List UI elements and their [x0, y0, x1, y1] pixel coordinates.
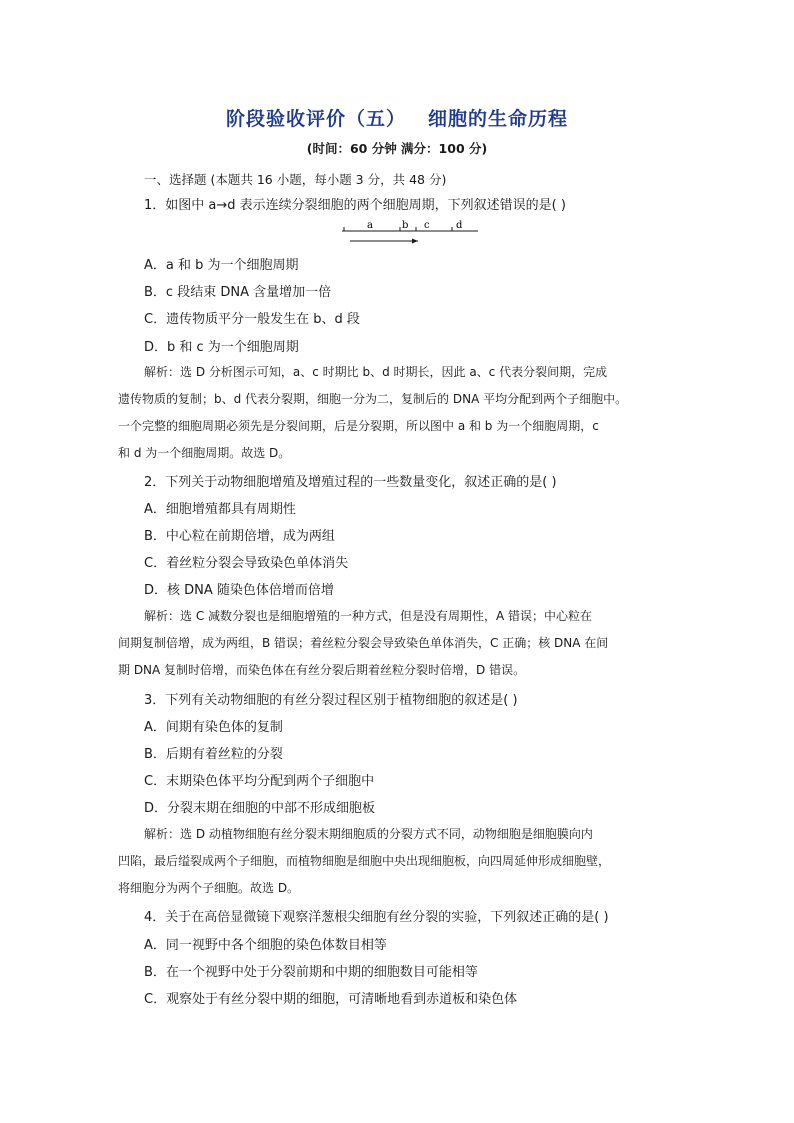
q1-option-a: A．a 和 b 为一个细胞周期 — [144, 258, 299, 273]
q2-option-d: D．核 DNA 随染色体倍增而倍增 — [144, 583, 334, 598]
arrow-head — [412, 239, 418, 244]
segment-label-b: b — [402, 220, 409, 231]
q2-explanation-line: 解析：选 C 减数分裂也是细胞增殖的一种方式，但是没有周期性，A 错误；中心粒在 — [144, 609, 593, 623]
exam-info: (时间：60 分钟 满分：100 分) — [306, 141, 488, 156]
q4-option-c: C．观察处于有丝分裂中期的细胞，可清晰地看到赤道板和染色体 — [144, 992, 518, 1007]
q3-stem: 3．下列有关动物细胞的有丝分裂过程区别于植物细胞的叙述是( ) — [144, 693, 518, 708]
q2-explanation-line: 间期复制倍增，成为两组，B 错误；着丝粒分裂会导致染色单体消失，C 正确；核 DNA 在间 — [118, 636, 609, 650]
q3-explanation-line: 将细胞分为两个子细胞。故选 D。 — [118, 881, 300, 895]
q1-option-c: C．遗传物质平分一般发生在 b、d 段 — [144, 312, 360, 327]
cell-cycle-diagram — [340, 214, 480, 248]
q1-explanation-line: 和 d 为一个细胞周期。故选 D。 — [118, 446, 291, 460]
q4-option-a: A．同一视野中各个细胞的染色体数目相等 — [144, 938, 387, 953]
q3-option-d: D．分裂末期在细胞的中部不形成细胞板 — [144, 801, 376, 816]
q1-explanation-line: 解析：选 D 分析图示可知，a、c 时期比 b、d 时期长，因此 a、c 代表分裂间期，完成 — [144, 365, 608, 379]
q1-option-b: B．c 段结束 DNA 含量增加一倍 — [144, 285, 332, 300]
q2-option-b: B．中心粒在前期倍增，成为两组 — [144, 529, 335, 544]
q2-stem: 2．下列关于动物细胞增殖及增殖过程的一些数量变化，叙述正确的是( ) — [144, 475, 557, 490]
q2-option-a: A．细胞增殖都具有周期性 — [144, 502, 296, 517]
title-part-2: 细胞的生命历程 — [428, 108, 569, 130]
q1-option-d: D．b 和 c 为一个细胞周期 — [144, 340, 299, 355]
q4-stem: 4．关于在高倍显微镜下观察洋葱根尖细胞有丝分裂的实验，下列叙述正确的是( ) — [144, 910, 609, 925]
title-part-1: 阶段验收评价（五） — [225, 108, 406, 130]
section-heading: 一、选择题 (本题共 16 小题，每小题 3 分，共 48 分) — [144, 172, 447, 187]
q2-option-c: C．着丝粒分裂会导致染色单体消失 — [144, 556, 349, 571]
segment-label-a: a — [367, 220, 373, 231]
q3-option-b: B．后期有着丝粒的分裂 — [144, 747, 283, 762]
q3-explanation-line: 凹陷，最后缢裂成两个子细胞，而植物细胞是细胞中央出现细胞板，向四周延伸形成细胞壁， — [118, 854, 611, 868]
segment-label-c: c — [424, 220, 430, 231]
q3-explanation-line: 解析：选 D 动植物细胞有丝分裂末期细胞质的分裂方式不同，动物细胞是细胞膜向内 — [144, 827, 593, 841]
q1-explanation-line: 一个完整的细胞周期必须先是分裂间期，后是分裂期，所以图中 a 和 b 为一个细胞周期，c — [118, 419, 599, 433]
page-title — [0, 104, 794, 131]
q2-explanation-line: 期 DNA 复制时倍增，而染色体在有丝分裂后期着丝粒分裂时倍增，D 错误。 — [118, 663, 526, 677]
q3-option-a: A．间期有染色体的复制 — [144, 720, 283, 735]
q1-stem: 1．如图中 a→d 表示连续分裂细胞的两个细胞周期，下列叙述错误的是( ) — [144, 198, 566, 213]
q4-option-b: B．在一个视野中处于分裂前期和中期的细胞数目可能相等 — [144, 965, 478, 980]
q1-explanation-line: 遗传物质的复制；b、d 代表分裂期，细胞一分为二，复制后的 DNA 平均分配到两个子细胞中。 — [118, 392, 628, 406]
q3-option-c: C．末期染色体平均分配到两个子细胞中 — [144, 774, 375, 789]
segment-label-d: d — [456, 220, 463, 231]
